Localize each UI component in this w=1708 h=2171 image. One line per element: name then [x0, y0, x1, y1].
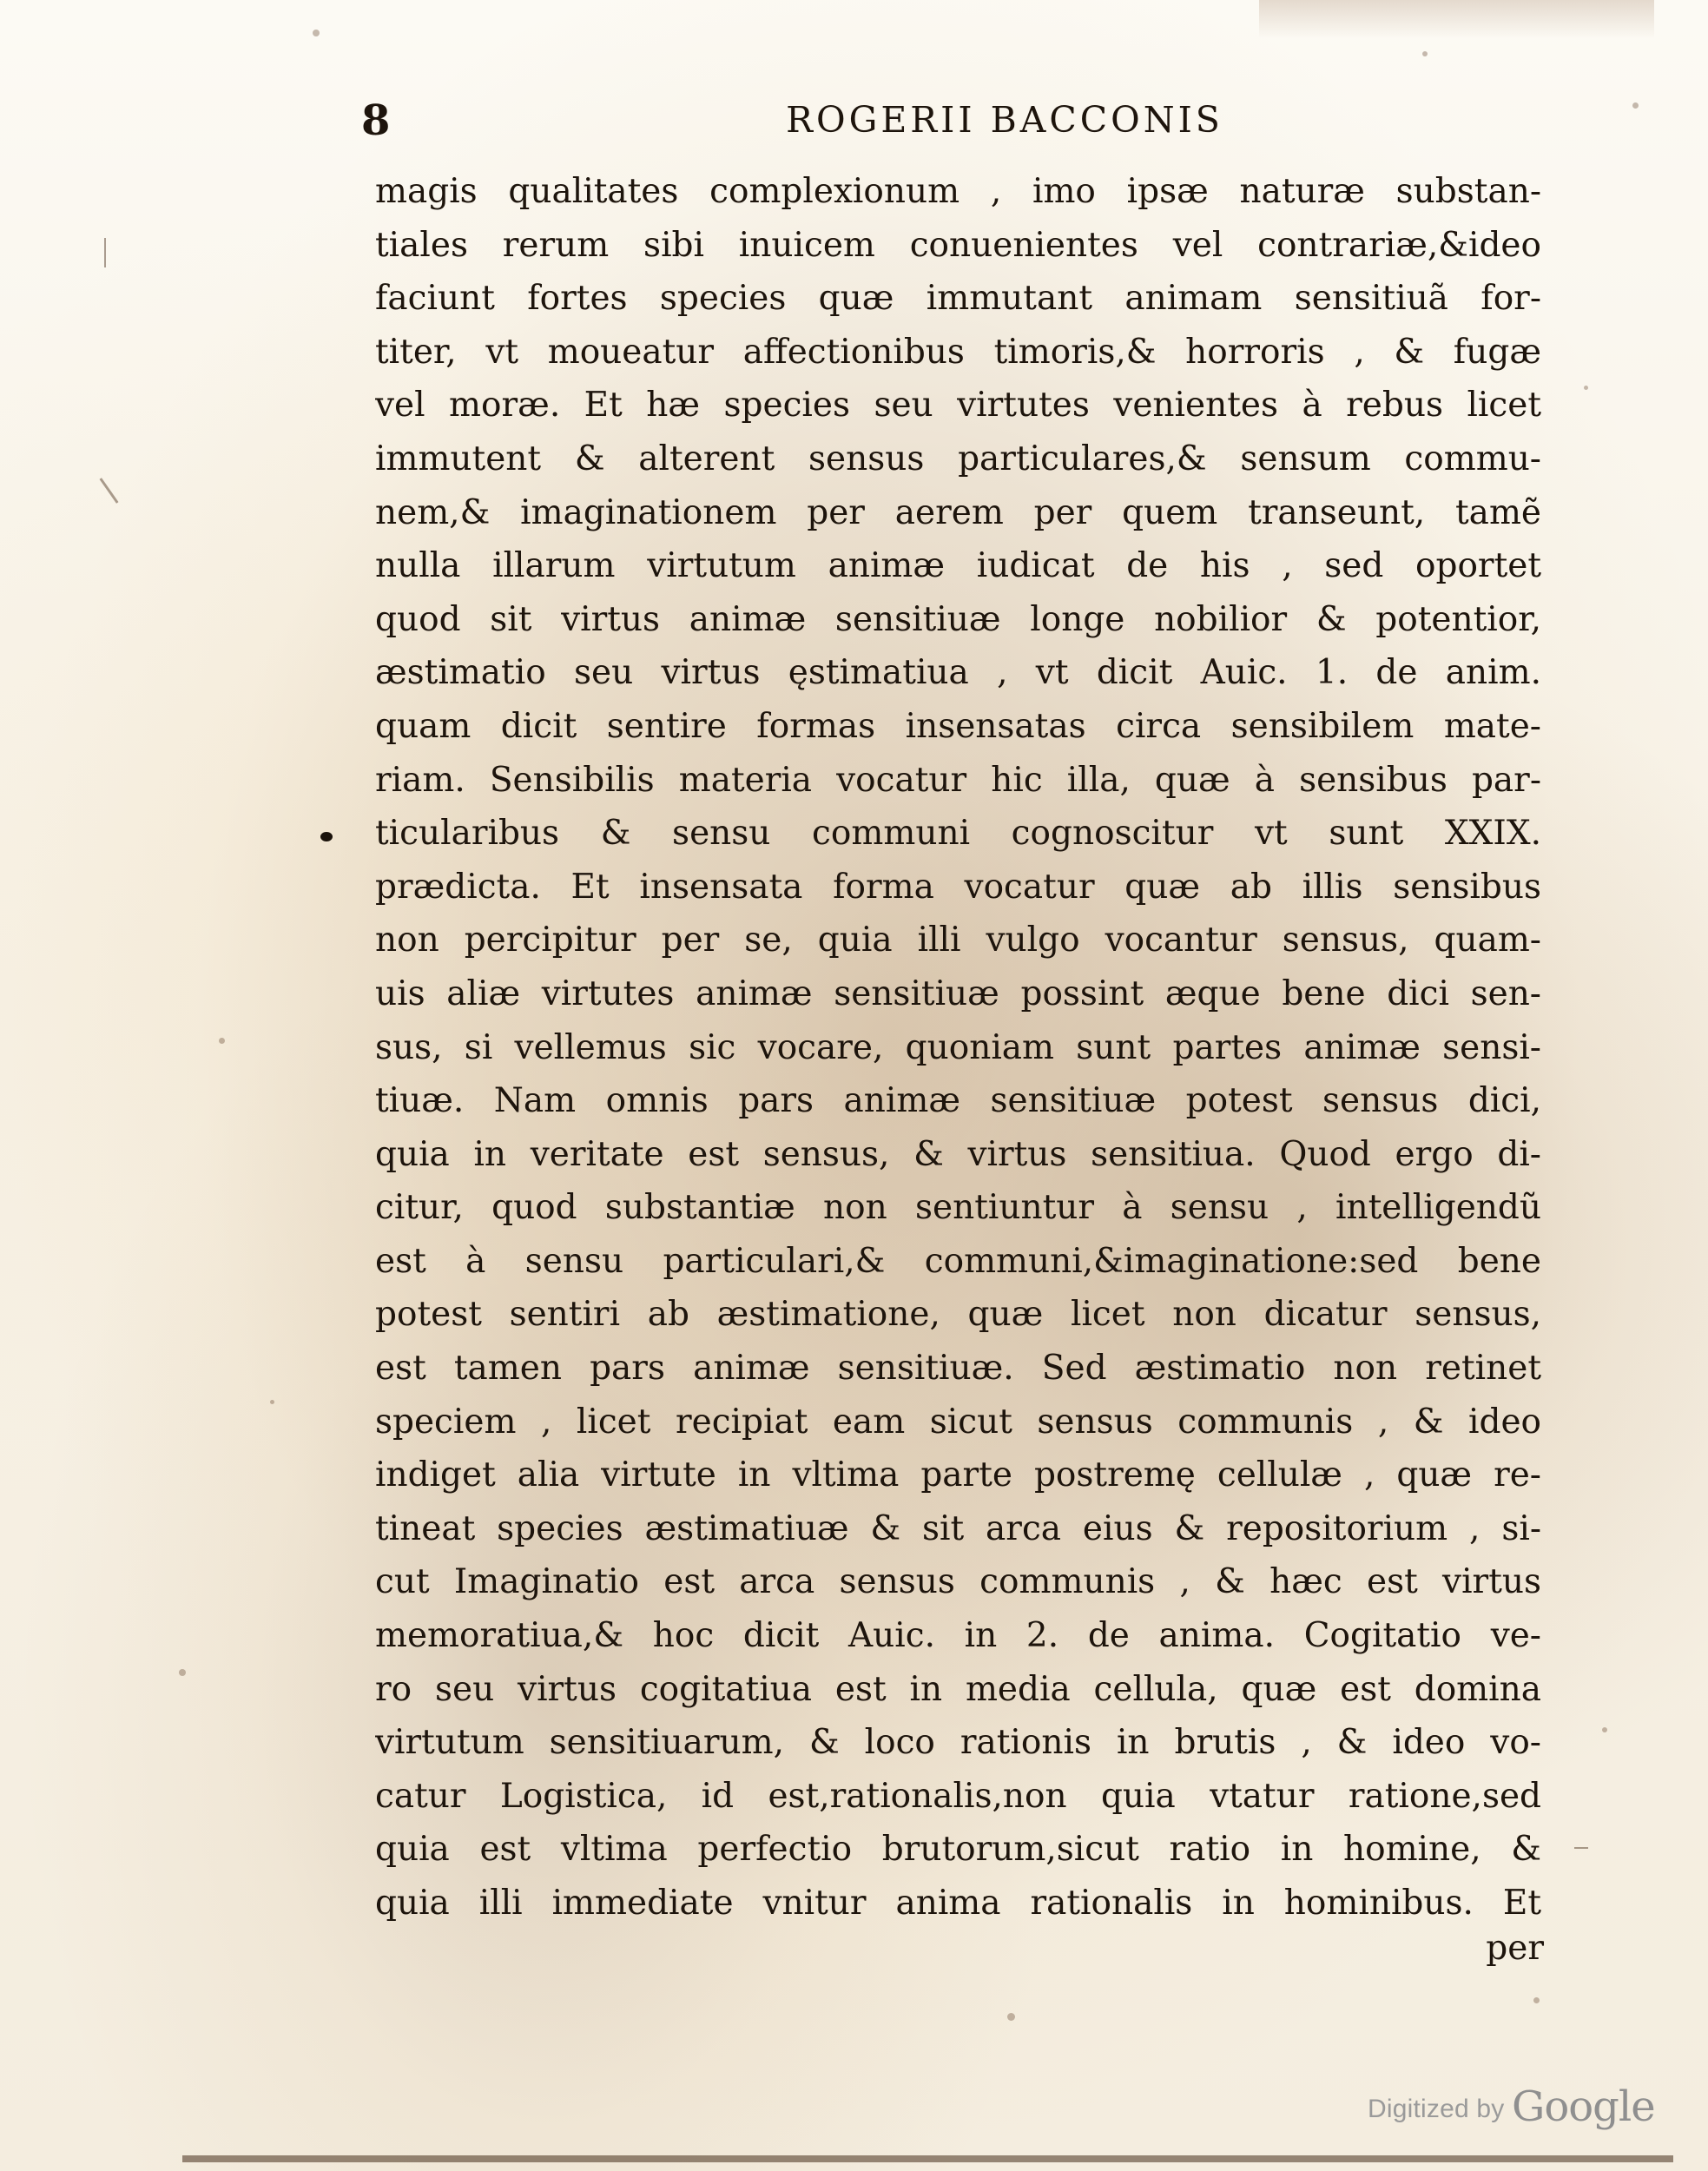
page-stain-top-edge [1259, 0, 1654, 38]
text-line: nem,& imaginationem per aerem per quem transeunt, tamẽ [375, 492, 1541, 532]
margin-mark [100, 478, 119, 504]
text-line: citur, quod substantiæ non sentiuntur à sensu , intelligendũ [375, 1188, 1541, 1228]
text-line: cut Imaginatio est arca sensus communis , & hæc est virtus [375, 1562, 1541, 1602]
paper-speck [1007, 2013, 1015, 2021]
text-line: quia est vltima perfectio brutorum,sicut ratio in homine, & [375, 1830, 1541, 1870]
paper-speck [179, 1669, 186, 1676]
text-line: immutent & alterent sensus particulares,& sensum commu- [375, 439, 1541, 478]
text-line: quam dicit sentire formas insensatas circa sensibilem mate- [375, 706, 1541, 746]
text-line: ticularibus & sensu communi cognoscitur vt sunt XXIX. [375, 814, 1541, 854]
text-line: quia in veritate est sensus, & virtus sensitiua. Quod ergo di- [375, 1134, 1541, 1174]
text-line: tiuæ. Nam omnis pars animæ sensitiuæ potest sensus dici, [375, 1081, 1541, 1121]
running-title: ROGERII BACCONIS [786, 99, 1223, 141]
text-line: speciem , licet recipiat eam sicut sensus communis , & ideo [375, 1402, 1541, 1442]
paper-speck [219, 1038, 225, 1044]
text-line: faciunt fortes species quæ immutant animam sensitiuã for- [375, 279, 1541, 319]
page-bottom-edge [182, 2155, 1673, 2162]
text-line: magis qualitates complexionum , imo ipsæ naturæ substan- [375, 172, 1541, 211]
paper-speck [1422, 51, 1428, 56]
text-line: est à sensu particulari,& communi,&imaginatione:sed bene [375, 1241, 1541, 1281]
body-text [375, 165, 1541, 1971]
paper-speck [270, 1400, 274, 1404]
text-line: memoratiua,& hoc dicit Auic. in 2. de anima. Cogitatio ve- [375, 1616, 1541, 1656]
paper-speck [1584, 386, 1588, 390]
text-line: æstimatio seu virtus ęstimatiua , vt dicit Auic. 1. de anim. [375, 653, 1541, 693]
text-line: non percipitur per se, quia illi vulgo vocantur sensus, quam- [375, 921, 1541, 960]
text-line: prædicta. Et insensata forma vocatur quæ ab illis sensibus [375, 867, 1541, 907]
paper-speck [313, 30, 320, 36]
text-line: vel moræ. Et hæ species seu virtutes venientes à rebus licet [375, 386, 1541, 426]
watermark-prefix: Digitized by [1368, 2095, 1505, 2123]
text-line: tiales rerum sibi inuicem conuenientes vel contrariæ,&ideo [375, 225, 1541, 265]
text-line: tineat species æstimatiuæ & sit arca eius & repositorium , si- [375, 1508, 1541, 1548]
paper-speck [1632, 102, 1639, 109]
page-number: 8 [361, 96, 389, 145]
google-logo-text: Google [1512, 2082, 1655, 2131]
text-line: uis aliæ virtutes animæ sensitiuæ possint æque bene dici sen- [375, 973, 1541, 1013]
catchword: per [1486, 1929, 1544, 1968]
text-line: catur Logistica, id est,rationalis,non quia vtatur ratione,sed [375, 1776, 1541, 1816]
text-line: titer, vt moueatur affectionibus timoris,& horroris , & fugæ [375, 332, 1541, 372]
text-line: nulla illarum virtutum animæ iudicat de his , sed oportet [375, 546, 1541, 586]
margin-mark [1574, 1847, 1588, 1849]
text-line: quia illi immediate vnitur anima rationalis in hominibus. Et [375, 1884, 1541, 1923]
text-line: est tamen pars animæ sensitiuæ. Sed æstimatio non retinet [375, 1349, 1541, 1389]
text-line: quod sit virtus animæ sensitiuæ longe nobilior & potentior, [375, 599, 1541, 639]
margin-bullet [320, 832, 333, 841]
digitization-watermark [1368, 2082, 1655, 2131]
text-line: riam. Sensibilis materia vocatur hic illa, quæ à sensibus par- [375, 760, 1541, 800]
text-line: indiget alia virtute in vltima parte postremę cellulæ , quæ re- [375, 1455, 1541, 1495]
text-line: ro seu virtus cogitatiua est in media cellula, quæ est domina [375, 1669, 1541, 1709]
paper-speck [1602, 1727, 1607, 1732]
text-line: sus, si vellemus sic vocare, quoniam sunt partes animæ sensi- [375, 1027, 1541, 1067]
margin-mark [104, 238, 106, 267]
text-line: virtutum sensitiuarum, & loco rationis in brutis , & ideo vo- [375, 1723, 1541, 1763]
text-line: potest sentiri ab æstimatione, quæ licet non dicatur sensus, [375, 1295, 1541, 1335]
paper-speck [1533, 1997, 1540, 2003]
page-header [361, 96, 1551, 161]
